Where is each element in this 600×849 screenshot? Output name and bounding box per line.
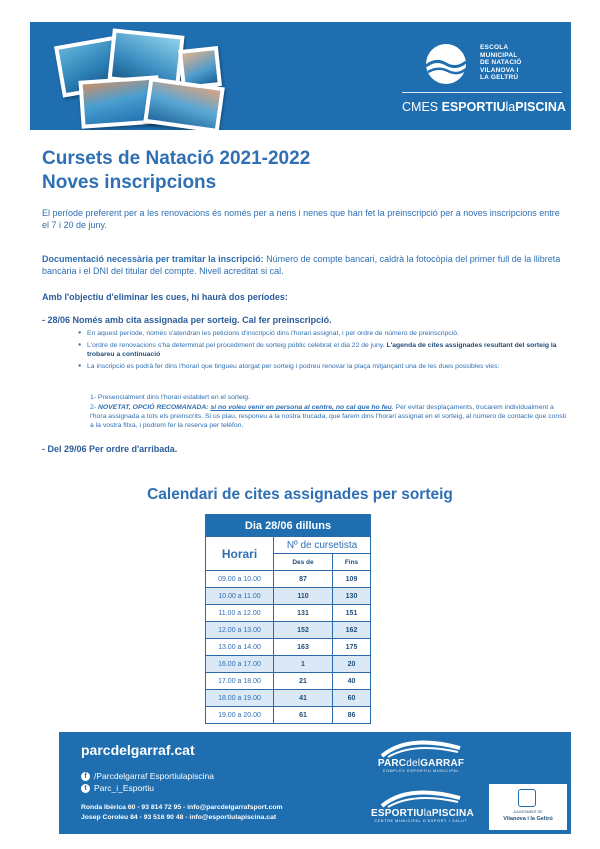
website-link[interactable]: parcdelgarraf.cat xyxy=(81,742,195,758)
logo-name-part: ESPORTIU xyxy=(371,808,424,819)
from-number: 61 xyxy=(274,707,333,724)
table-row xyxy=(206,707,371,724)
renewal-options xyxy=(90,393,568,431)
table-row xyxy=(206,690,371,707)
column-header-horari: Horari xyxy=(206,537,274,571)
divider xyxy=(402,92,562,93)
bullet-text: En aquest període, només s'atendran les peticions d'inscripció dins l'horari assignat, i per ordre de número de preinscripció. xyxy=(87,330,459,337)
time-slot: 16.00 a 17.00 xyxy=(206,656,274,673)
from-number: 87 xyxy=(274,571,333,588)
time-slot: 17.00 a 18.00 xyxy=(206,673,274,690)
school-name xyxy=(480,44,521,82)
to-number: 162 xyxy=(333,622,371,639)
from-number: 1 xyxy=(274,656,333,673)
centre-name-bold: PISCINA xyxy=(515,100,566,114)
footer-banner xyxy=(59,732,571,834)
school-name-line: LA GELTRÚ xyxy=(480,74,519,81)
to-number: 40 xyxy=(333,673,371,690)
logo-name-part: PISCINA xyxy=(431,808,474,819)
to-number: 86 xyxy=(333,707,371,724)
table-row xyxy=(206,588,371,605)
logo-name-part: del xyxy=(406,758,421,769)
documentation-text: Número de compte bancari, caldrà la fotocòpia del primer full de la llibreta bancària i el DNI del titular del compte. Nivell acreditat si cal. xyxy=(42,254,561,276)
calendar-title: Calendari de cites assignades per sorteig xyxy=(147,486,453,503)
wave-logo-icon xyxy=(416,42,476,86)
logo-name-part: GARRAF xyxy=(420,758,465,769)
option-novelty: NOVETAT, OPCIÓ RECOMANADA: xyxy=(97,404,211,411)
option-phone xyxy=(90,403,568,430)
logo-name-part: PARC xyxy=(377,758,407,769)
swoosh-icon xyxy=(378,738,464,758)
list-item xyxy=(78,362,568,371)
from-number: 21 xyxy=(274,673,333,690)
logo-tagline: CENTRE MUNICIPAL D'ESPORT I SALUT xyxy=(374,819,468,823)
twitter-icon: t xyxy=(81,784,90,793)
school-name-line: VILANOVA I xyxy=(480,66,519,74)
esportiu-la-piscina-logo xyxy=(371,788,474,823)
school-name-line: DE NATACIÓ xyxy=(480,59,522,66)
facebook-icon: f xyxy=(81,772,90,781)
contact-line: Josep Coroleu 84 - 93 516 90 48 - info@esportiulapiscina.cat xyxy=(81,814,277,821)
logo-name-part: la xyxy=(423,808,432,819)
option-emphasis: si no voleu venir en persona al centre, no cal que ho feu xyxy=(210,404,392,411)
appointments-table xyxy=(205,514,371,724)
from-number: 163 xyxy=(274,639,333,656)
time-slot: 11.00 a 12.00 xyxy=(206,605,274,622)
bullet-text: L'ordre de renovacions s'ha determinat pel procediment de sorteig públic celebrat el dia 22 de juny. xyxy=(87,342,385,349)
list-item xyxy=(78,329,568,338)
time-slot: 18.00 a 19.00 xyxy=(206,690,274,707)
page-title xyxy=(42,147,310,195)
time-slot: 13.00 a 14.00 xyxy=(206,639,274,656)
from-number: 152 xyxy=(274,622,333,639)
title-line: Noves inscripcions xyxy=(42,172,217,193)
table-row xyxy=(206,605,371,622)
time-slot: 19.00 a 20.00 xyxy=(206,707,274,724)
period2-heading: - Del 29/06 Per ordre d'arribada. xyxy=(42,444,178,454)
table-row xyxy=(206,673,371,690)
title-line: Cursets de Natació 2021-2022 xyxy=(42,148,311,169)
to-number: 20 xyxy=(333,656,371,673)
documentation-label: Documentació necessària per tramitar la inscripció: xyxy=(42,254,264,264)
logo-name xyxy=(371,808,474,819)
to-number: 151 xyxy=(333,605,371,622)
facebook-link[interactable] xyxy=(81,771,214,781)
option-details: . Per evitar desplaçaments, trucarem individualment a l'hora assignada a tots els preinscrits. Si us plau, responeu a la nostra trucada, que farem dins l'horari assignat en el sorteig, al número de contacte que consti a la vostra fitxa, i podrem fer la reserva per telèfon. xyxy=(90,404,567,429)
to-number: 60 xyxy=(333,690,371,707)
school-logo xyxy=(402,38,566,120)
twitter-link[interactable] xyxy=(81,783,154,793)
table-day-header: Dia 28/06 dilluns xyxy=(206,515,371,537)
periods-heading: Amb l'objectiu d'eliminar les cues, hi haurà dos períodes: xyxy=(42,292,288,302)
time-slot: 12.00 a 13.00 xyxy=(206,622,274,639)
from-number: 131 xyxy=(274,605,333,622)
table-row xyxy=(206,639,371,656)
twitter-handle: Parc_i_Esportiu xyxy=(94,783,155,793)
swimming-photo xyxy=(143,77,225,130)
centre-name-mid: la xyxy=(505,100,516,114)
list-item xyxy=(78,341,568,359)
option-number: 2- xyxy=(90,404,98,411)
period1-heading: - 28/06 Només amb cita assignada per sorteig. Cal fer preinscripció. xyxy=(42,315,332,325)
bullet-text: La inscripció es podrà fer dins l'horari que tingueu atorgat per sorteig i podreu renovar la plaça mitjançant una de les dues possibles vies: xyxy=(87,363,500,370)
from-number: 41 xyxy=(274,690,333,707)
from-number: 110 xyxy=(274,588,333,605)
column-header-from: Des de xyxy=(274,554,333,571)
facebook-handle: /Parcdelgarraf Esportiulapiscina xyxy=(94,771,215,781)
table-row xyxy=(206,622,371,639)
centre-name-bold: ESPORTIU xyxy=(441,100,506,114)
column-header-cursetista: Nº de cursetista xyxy=(274,537,371,554)
school-name-line: MUNICIPAL xyxy=(480,51,518,59)
parc-del-garraf-logo xyxy=(371,738,471,773)
option-in-person: 1- Presencialment dins l'horari establert en el sorteig. xyxy=(90,394,250,401)
contact-line: Ronda Ibèrica 60 - 93 814 72 95 - info@parcdelgarrafsport.com xyxy=(81,804,283,811)
time-slot: 09.00 a 10.00 xyxy=(206,571,274,588)
table-row xyxy=(206,571,371,588)
period1-bullets xyxy=(78,329,568,374)
documentation-paragraph xyxy=(42,254,562,277)
centre-name-prefix: CMES xyxy=(402,100,442,114)
logo-tagline: COMPLEX ESPORTIU MUNICIPAL xyxy=(382,769,460,773)
ajuntament-label: AJUNTAMENT DE xyxy=(513,810,543,814)
time-slot: 10.00 a 11.00 xyxy=(206,588,274,605)
centre-name xyxy=(402,100,566,114)
school-name-line: ESCOLA xyxy=(480,44,509,51)
to-number: 109 xyxy=(333,571,371,588)
column-header-to: Fins xyxy=(333,554,371,571)
header-banner xyxy=(30,22,571,130)
crest-icon xyxy=(518,789,536,807)
ajuntament-logo xyxy=(489,784,567,830)
logo-name xyxy=(371,758,471,769)
to-number: 130 xyxy=(333,588,371,605)
intro-paragraph: El període preferent per a les renovacions és només per a nens i nenes que han fet la preinscripció per a noves inscripcions entre el 7 i 20 de juny. xyxy=(42,208,560,230)
swoosh-icon xyxy=(378,788,464,808)
to-number: 175 xyxy=(333,639,371,656)
table-row xyxy=(206,656,371,673)
ajuntament-name: Vilanova i la Geltrú xyxy=(503,816,553,822)
agenda-link-text: L'agenda de cites assignades resultant del sorteig la trobareu a continuació xyxy=(87,342,557,358)
